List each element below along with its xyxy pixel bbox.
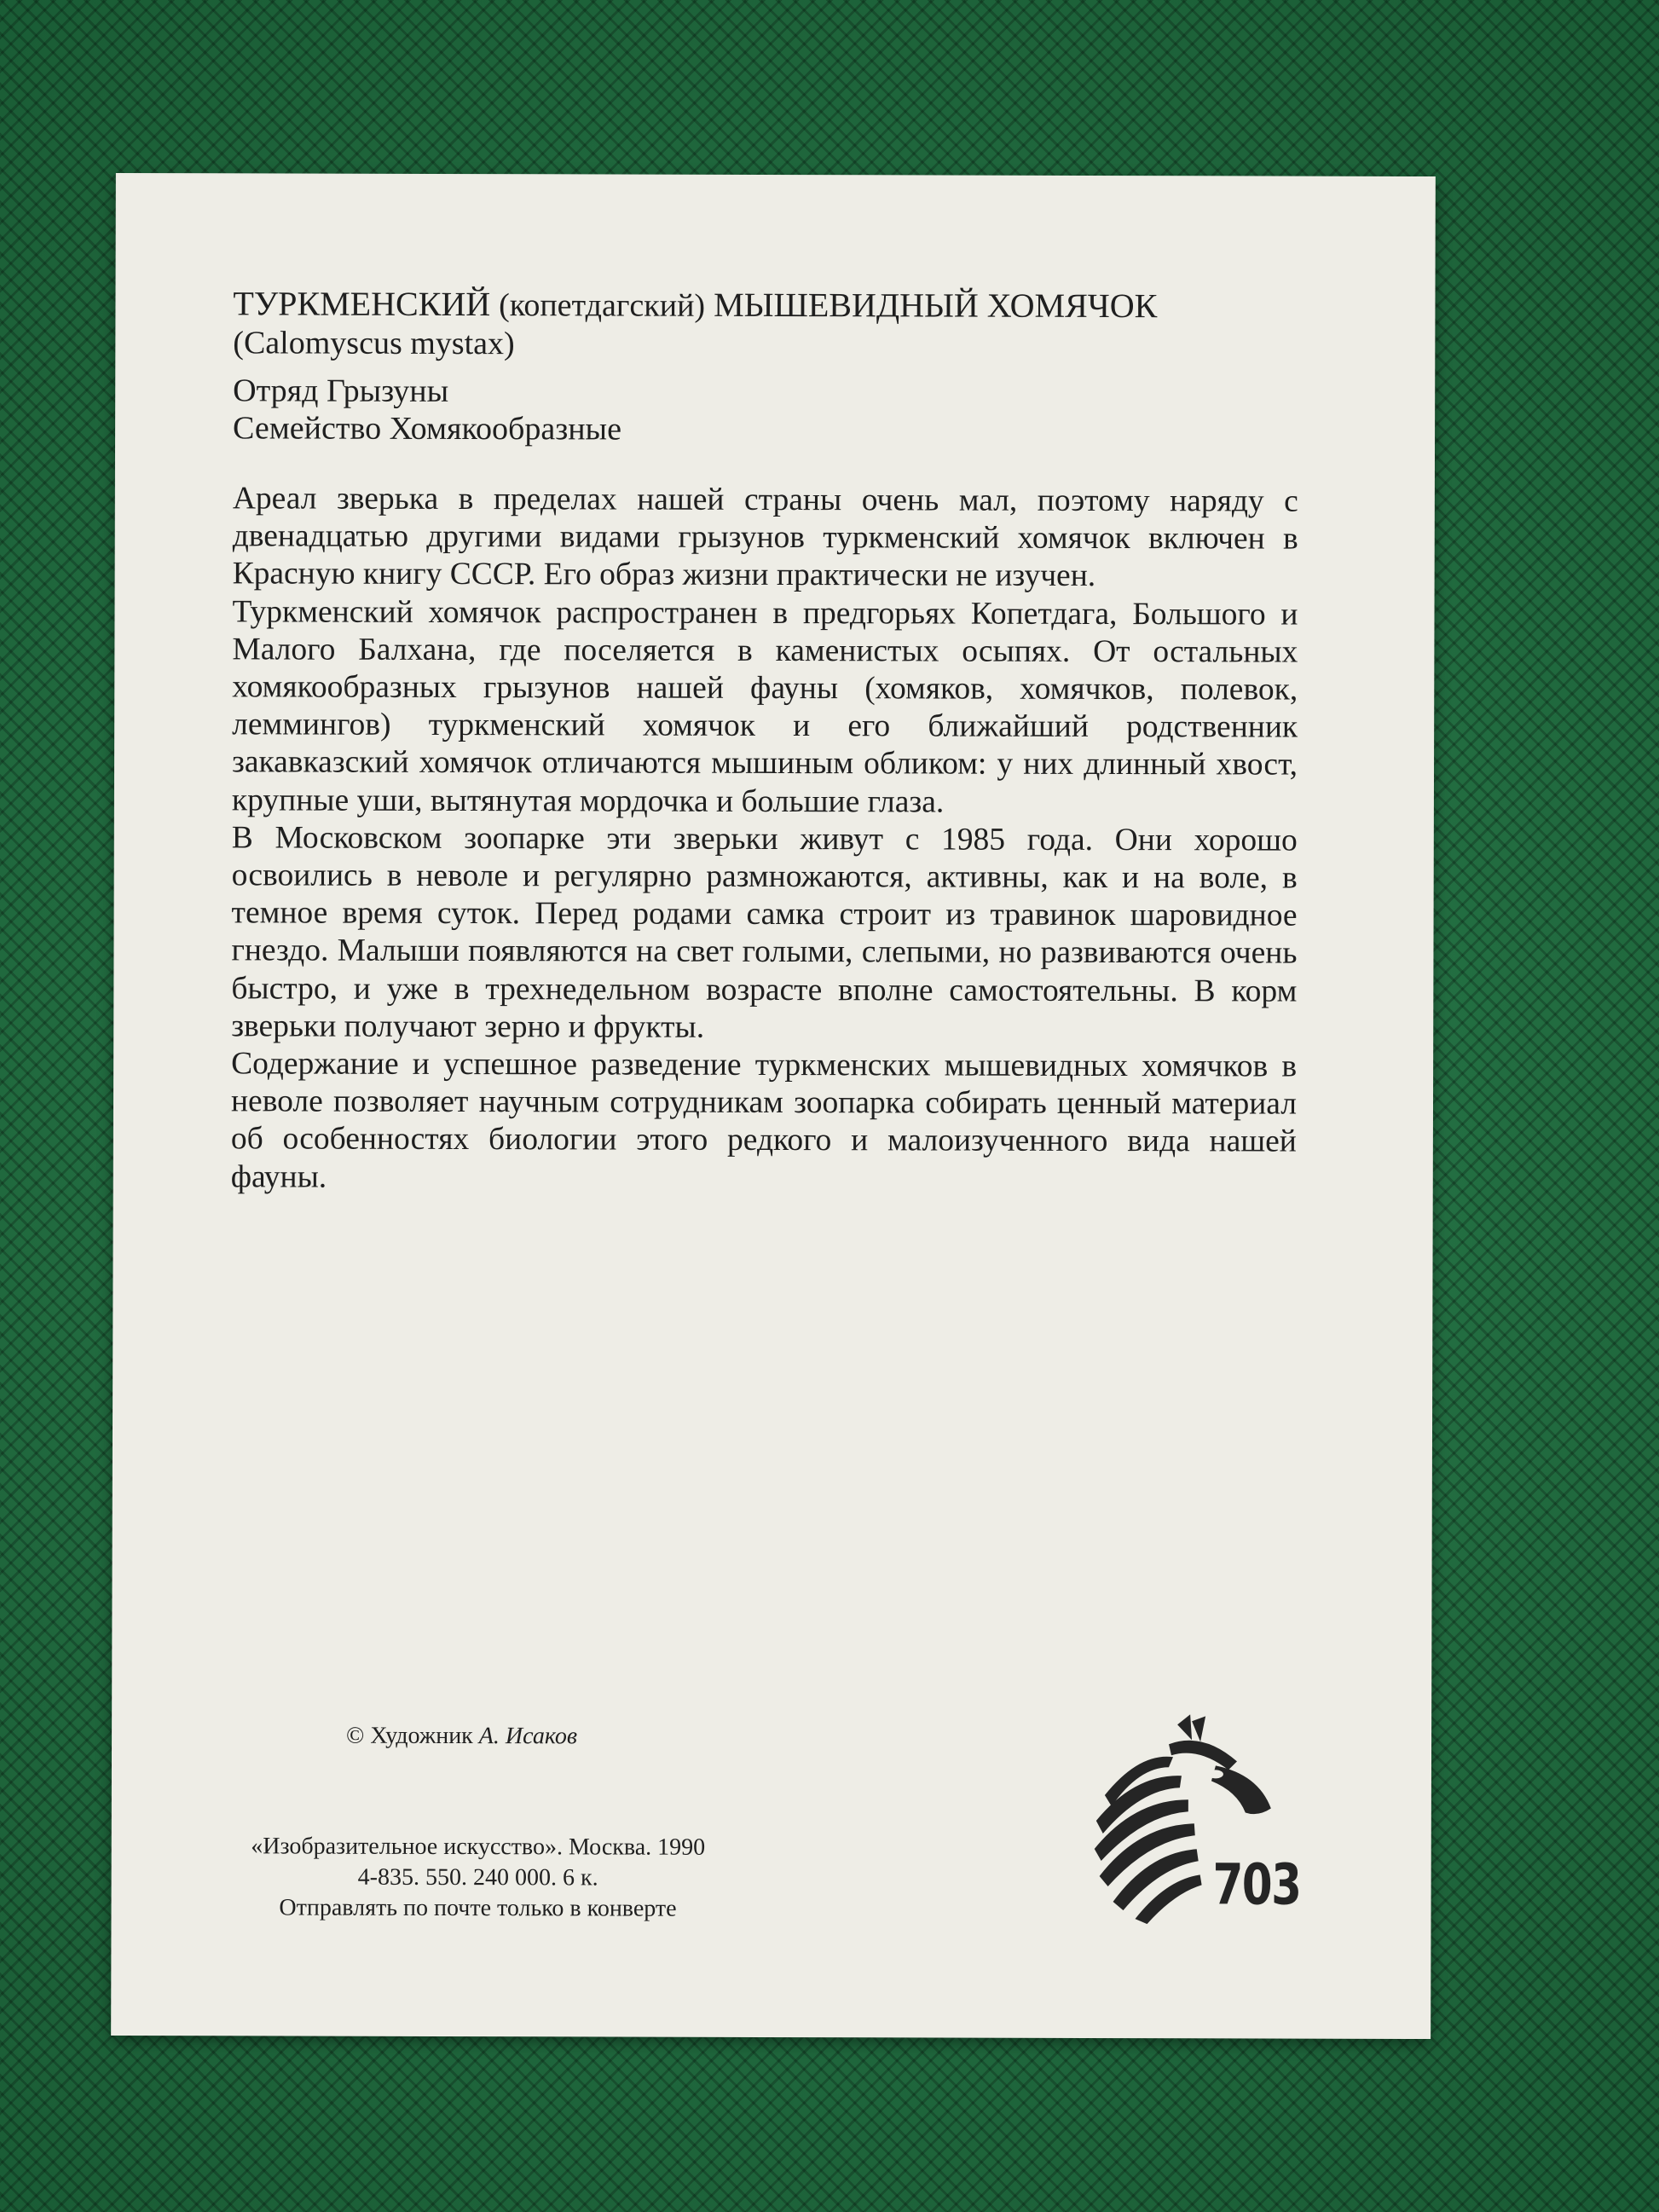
imprint-line-1: «Изобразительное искусство». Москва. 1990 [251, 1833, 706, 1861]
title-part-2: (копетдагский) [499, 287, 706, 324]
paragraph-2: Туркменский хомячок распространен в предгорьях Копетдага, Большого и Малого Балхана, где поселяется в каменистых осыпях. От остальных хомякообразных грызунов нашей фауны (хомяков, хомячков, полевок, леммингов) туркменский хомячок и его ближайший родственник закавказский хомячок отличаются мышиным обликом: у них длинный хвост, крупные уши, вытянутая мордочка и большие глаза. [231, 593, 1298, 820]
title-part-3: МЫШЕВИДНЫЙ ХОМЯЧОК [714, 285, 1158, 326]
artist-prefix: © Художник [346, 1722, 473, 1750]
imprint-line-3: Отправлять по почте только в конверте [279, 1894, 677, 1922]
title-part-1: ТУРКМЕНСКИЙ [233, 284, 491, 324]
species-title [233, 284, 1298, 326]
publisher-imprint [213, 1831, 742, 1925]
paragraph-1: Ареал зверька в пределах нашей страны очень мал, поэтому наряду с двенадцатью другими видами грызунов туркменский хомячок включен в Красную книгу СССР. Его образ жизни практически не изучен. [232, 481, 1298, 594]
imprint-line-2: 4-835. 550. 240 000. 6 к. [357, 1863, 598, 1891]
description-text [231, 480, 1298, 1198]
artist-name: А. Исаков [478, 1723, 578, 1750]
zebra-logo-icon [1087, 1714, 1301, 1928]
card-header [233, 284, 1298, 449]
taxon-family: Семейство Хомякообразные [233, 410, 622, 448]
taxon-order: Отряд Грызуны [233, 373, 449, 410]
logo-number: 703 [1212, 1851, 1301, 1918]
paragraph-4: Содержание и успешное разведение туркменских мышевидных хомячков в неволе позволяет научным сотрудникам зоопарка собирать ценный материал об особенностях биологии этого редкого и малоизученного вида нашей фауны. [230, 1046, 1298, 1195]
latin-name: (Calomyscus mystax) [233, 325, 515, 362]
paragraph-3: В Московском зоопарке эти зверьки живут с 1985 года. Они хорошо освоились в неволе и регулярно размножаются, активны, как и на воле, в темное время суток. Перед родами самка строит из травинок шаровидное гнездо. Малыши появляются на свет голыми, слепыми, но развиваются очень быстро, и уже в трехнедельном возрасте вполне самостоятельны. В корм зверьки получают зерно и фрукты. [231, 820, 1298, 1045]
postcard [111, 173, 1436, 2039]
artist-credit [346, 1723, 577, 1751]
